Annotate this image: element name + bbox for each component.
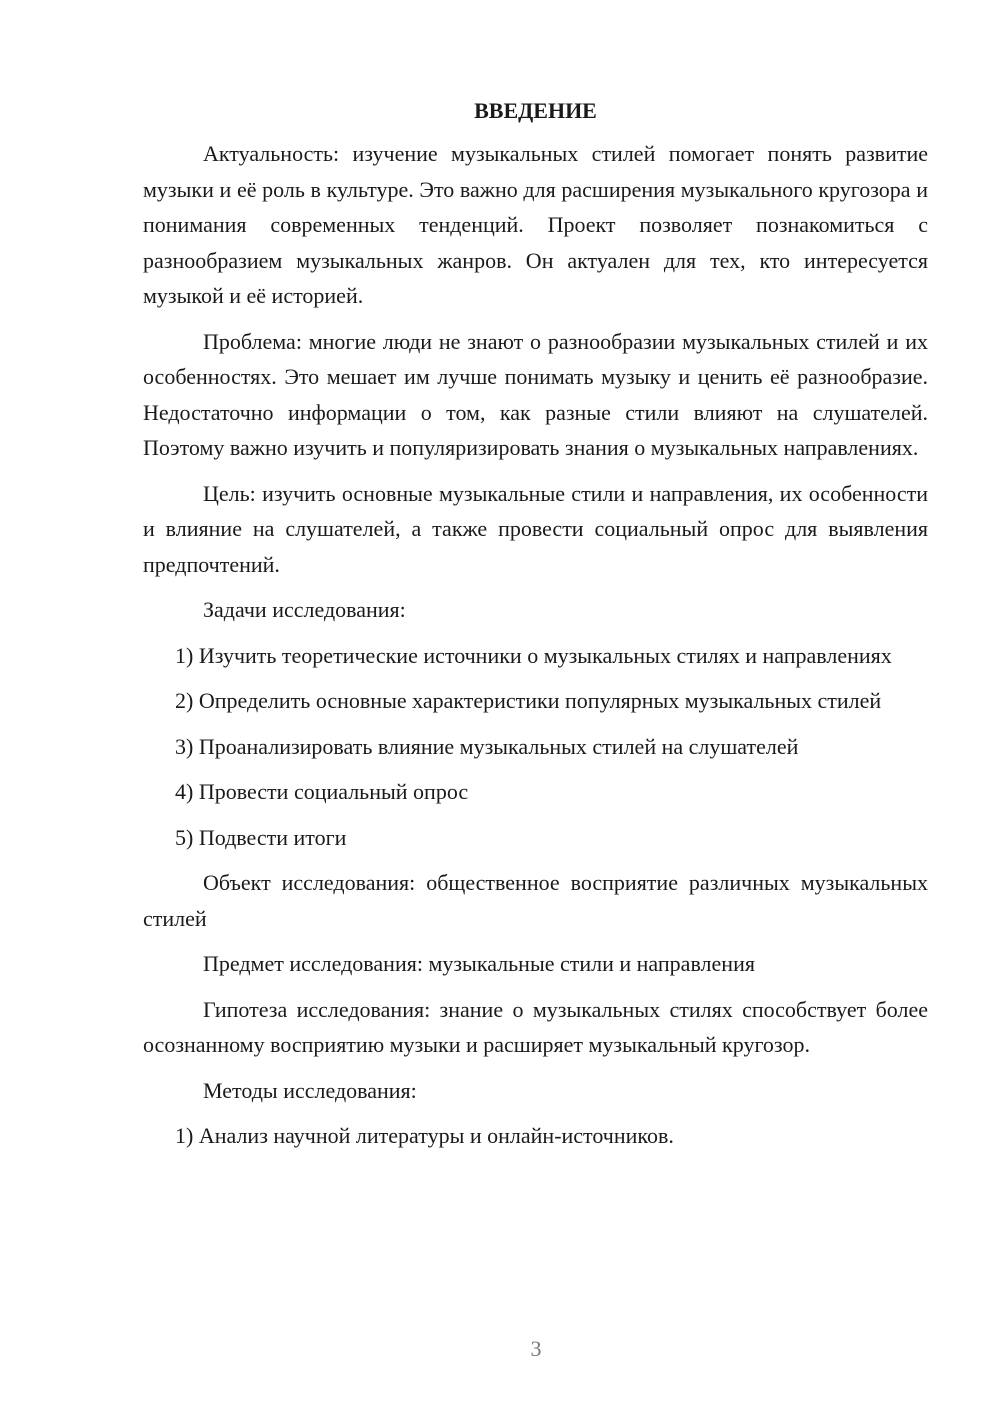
task-item-3: 3) Проанализировать влияние музыкальных стилей на слушателей — [175, 733, 799, 759]
task-item-2: 2) Определить основные характеристики популярных музыкальных стилей — [175, 688, 882, 713]
page-content — [143, 94, 928, 1164]
task-item-4: 4) Провести социальный опрос — [175, 779, 469, 804]
task-item-1: 1) Изучить теоретические источники о музыкальных стилях и направлениях — [175, 642, 892, 668]
object-paragraph: Объект исследования: общественное восприятие различных музыкальных стилей — [143, 870, 928, 931]
goal-paragraph: Цель: изучить основные музыкальные стили и направления, их особенности и влияние на слушателей, а также провести социальный опрос для выявления предпочтений. — [143, 480, 928, 577]
page-title: ВВЕДЕНИЕ — [474, 98, 597, 123]
methods-heading: Методы исследования: — [203, 1077, 417, 1103]
method-item-1: 1) Анализ научной литературы и онлайн-источников. — [175, 1123, 674, 1148]
subject-paragraph: Предмет исследования: музыкальные стили и направления — [203, 951, 755, 976]
page-number: 3 — [530, 1336, 542, 1361]
hypothesis-paragraph: Гипотеза исследования: знание о музыкальных стилях способствует более осознанному восприятию музыки и расширяет музыкальный кругозор. — [143, 996, 928, 1057]
task-item-5: 5) Подвести итоги — [175, 824, 347, 850]
problem-paragraph: Проблема: многие люди не знают о разнообразии музыкальных стилей и их особенностях. Это мешает им лучше понимать музыку и ценить её разнообразие. Недостаточно информации о том, как разные стили влияют на слушателей. Поэтому важно изучить и популяризировать знания о музыкальных направлениях. — [143, 328, 928, 460]
relevance-paragraph: Актуальность: изучение музыкальных стилей помогает понять развитие музыки и её роль в культуре. Это важно для расширения музыкального кругозора и понимания современных тенденций. Проект позволяет познакомиться с разнообразием музыкальных жанров. Он актуален для тех, кто интересуется музыкой и её историей. — [143, 141, 928, 308]
tasks-heading: Задачи исследования: — [203, 597, 406, 622]
